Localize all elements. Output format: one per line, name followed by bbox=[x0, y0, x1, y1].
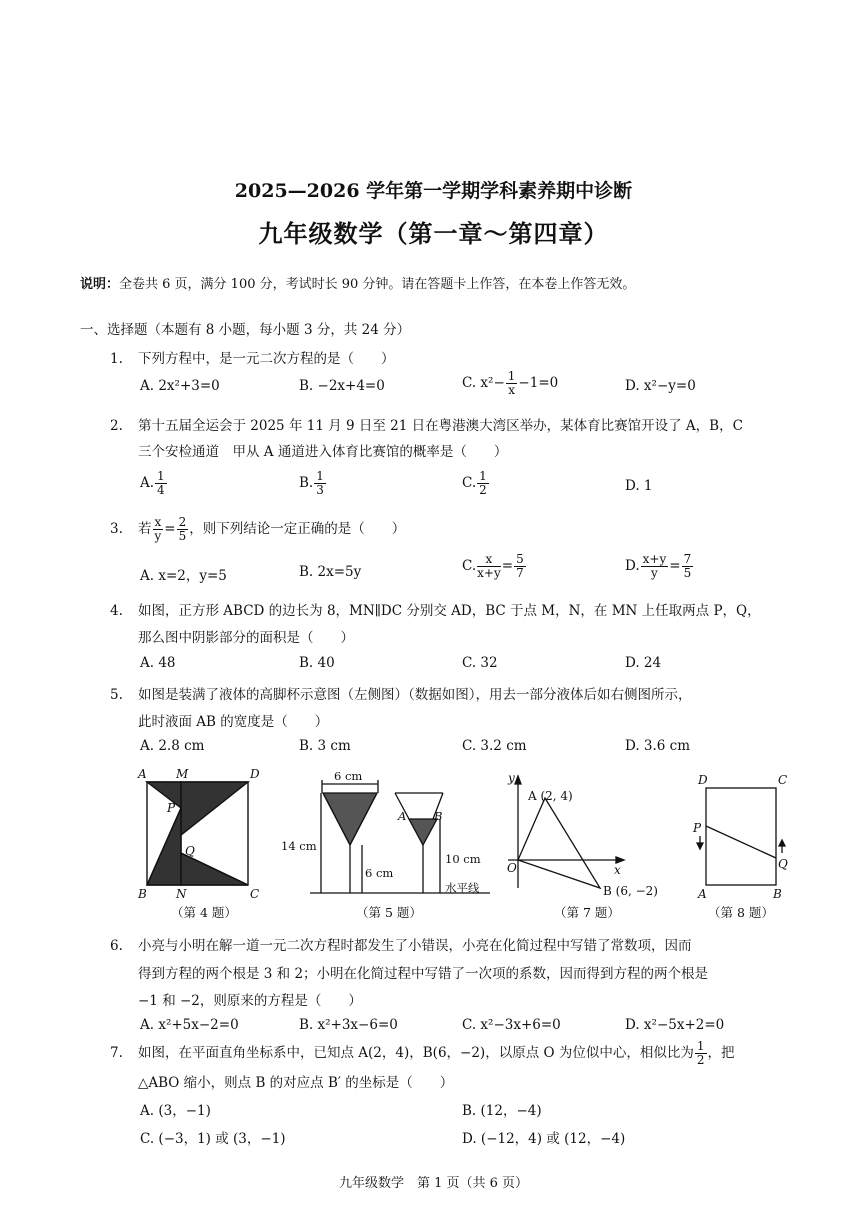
denominator: 7 bbox=[516, 566, 524, 580]
q7-option-a: A. (3，−1) bbox=[140, 1103, 211, 1119]
section-heading: 一、选择题（本题有 8 小题，每小题 3 分，共 24 分） bbox=[80, 322, 411, 338]
fraction bbox=[641, 553, 669, 580]
y-axis-arrow bbox=[515, 776, 521, 784]
figure-4 bbox=[147, 782, 248, 885]
question-number: 3. bbox=[110, 521, 123, 537]
page-footer: 九年级数学 第 1 页（共 6 页） bbox=[338, 1176, 529, 1191]
denominator: 3 bbox=[316, 483, 324, 497]
option-letter: A. bbox=[140, 475, 155, 491]
numerator: x bbox=[477, 553, 501, 567]
fraction bbox=[477, 470, 489, 497]
question-6-line2: 得到方程的两个根是 3 和 2；小明在化简过程中写错了一次项的系数，因而得到方程的两个根是 bbox=[138, 966, 709, 982]
numerator: 1 bbox=[479, 469, 487, 483]
question-6-stem bbox=[110, 934, 692, 954]
q3-option-b: B. 2x=5y bbox=[299, 564, 362, 580]
q7-option-d: D. (−12，4) 或 (12，−4) bbox=[462, 1131, 626, 1147]
equals-sign: = bbox=[669, 558, 681, 574]
numerator: x+y bbox=[642, 552, 667, 566]
note-label: 说明： bbox=[80, 277, 120, 292]
q7-option-c: C. (−3，1) 或 (3，−1) bbox=[140, 1131, 286, 1147]
question-number: 5. bbox=[110, 687, 123, 703]
q5-option-b: B. 3 cm bbox=[299, 738, 351, 754]
label-a: A bbox=[138, 767, 147, 781]
q3-option-a: A. x=2，y=5 bbox=[140, 568, 227, 584]
question-7-line2: △ABO 缩小，则点 B 的对应点 B′ 的坐标是（ ） bbox=[138, 1075, 454, 1091]
q2-option-a bbox=[140, 470, 168, 497]
denominator: x bbox=[508, 383, 515, 397]
label-b: B bbox=[138, 887, 147, 901]
q6-option-b: B. x²+3x−6=0 bbox=[299, 1017, 398, 1033]
segment-pq bbox=[706, 826, 776, 858]
question-text: 下列方程中，是一元二次方程的是（ ） bbox=[138, 351, 395, 367]
label-a: A bbox=[398, 809, 407, 823]
option-letter: D. bbox=[625, 558, 640, 574]
equals-sign: = bbox=[164, 521, 176, 537]
q6-option-c: C. x²−3x+6=0 bbox=[462, 1017, 561, 1033]
denominator: 4 bbox=[157, 483, 165, 497]
figure-4-caption: （第 4 题） bbox=[171, 905, 237, 920]
q4-option-c: C. 32 bbox=[462, 655, 498, 671]
question-text: 如图，在平面直角坐标系中，已知点 A(2，4)，B(6，−2)，以原点 O 为位似中心，相似比为 bbox=[138, 1045, 694, 1061]
label-point-a: A (2, 4) bbox=[528, 789, 573, 803]
label-q: Q bbox=[185, 844, 195, 858]
question-text: 如图，正方形 ABCD 的边长为 8，MN∥DC 分别交 AD，BC 于点 M，N，在 MN 上任取两点 P，Q， bbox=[138, 603, 761, 619]
question-5-stem bbox=[110, 683, 692, 703]
label-n: N bbox=[176, 887, 187, 901]
label-y: y bbox=[508, 771, 515, 785]
label-b: B bbox=[773, 887, 782, 901]
q5-option-a: A. 2.8 cm bbox=[140, 738, 205, 754]
label-a: A bbox=[698, 887, 707, 901]
denominator: 5 bbox=[683, 566, 692, 580]
fraction bbox=[155, 470, 167, 497]
fraction bbox=[177, 516, 189, 543]
denominator: y bbox=[154, 529, 162, 543]
equals-sign: = bbox=[501, 558, 514, 574]
numerator: x bbox=[154, 515, 162, 529]
q4-option-b: B. 40 bbox=[299, 655, 335, 671]
fraction bbox=[477, 553, 501, 580]
q4-option-a: A. 48 bbox=[140, 655, 176, 671]
question-text: 小亮与小明在解一道一元二次方程时都发生了小错误，小亮在化简过程中写错了常数项，因而 bbox=[138, 938, 692, 954]
fraction bbox=[506, 370, 518, 397]
rectangle-abcd bbox=[706, 788, 776, 885]
exam-instructions bbox=[80, 273, 635, 292]
option-text: C. x²− bbox=[462, 375, 505, 391]
exam-title: 2025—2026 学年第一学期学科素养期中诊断 bbox=[234, 180, 633, 202]
figure-5-caption: （第 5 题） bbox=[356, 905, 422, 920]
q1-option-d: D. x²−y=0 bbox=[625, 378, 696, 394]
denominator: 5 bbox=[178, 529, 187, 543]
figure-8-caption: （第 8 题） bbox=[708, 905, 774, 920]
numerator: 1 bbox=[316, 469, 324, 483]
question-text: 第十五届全运会于 2025 年 11 月 9 日至 21 日在粤港澳大湾区举办，某体育比赛馆开设了 A，B，C bbox=[138, 418, 743, 434]
question-number: 4. bbox=[110, 603, 123, 619]
figures-row bbox=[0, 760, 867, 930]
q3-option-c bbox=[462, 553, 527, 580]
q6-option-d: D. x²−5x+2=0 bbox=[625, 1017, 725, 1033]
label-c: C bbox=[778, 773, 788, 787]
option-letter: C. bbox=[462, 475, 477, 491]
question-1-stem bbox=[110, 347, 395, 367]
fraction bbox=[153, 516, 164, 543]
question-3-stem bbox=[110, 516, 405, 543]
fraction bbox=[682, 553, 694, 580]
numerator: 1 bbox=[157, 469, 165, 483]
question-7-stem bbox=[110, 1040, 735, 1067]
label-ground: 水平线 bbox=[445, 881, 480, 895]
note-text: 全卷共 6 页，满分 100 分，考试时长 90 分钟。请在答题卡上作答，在本卷上作答无效。 bbox=[119, 277, 636, 292]
q2-option-b bbox=[299, 470, 327, 497]
question-text: ，则下列结论一定正确的是（ ） bbox=[189, 521, 406, 537]
denominator: x+y bbox=[477, 566, 501, 580]
q5-option-d: D. 3.6 cm bbox=[625, 738, 691, 754]
fraction bbox=[314, 470, 326, 497]
question-4-stem bbox=[110, 599, 761, 619]
arrow-head bbox=[697, 843, 703, 849]
q4-option-d: D. 24 bbox=[625, 655, 662, 671]
shaded-region bbox=[147, 782, 181, 808]
triangle-abo bbox=[518, 798, 600, 888]
numerator: 1 bbox=[696, 1039, 705, 1053]
label-q: Q bbox=[778, 857, 788, 871]
option-text: −1=0 bbox=[518, 375, 559, 391]
question-5-line2: 此时液面 AB 的宽度是（ ） bbox=[138, 714, 329, 730]
question-2-line2: 三个安检通道 甲从 A 通道进入体育比赛馆的概率是（ ） bbox=[138, 444, 508, 460]
q2-option-c bbox=[462, 470, 490, 497]
label-p: P bbox=[693, 821, 702, 835]
exam-subtitle: 九年级数学（第一章～第四章） bbox=[258, 219, 609, 248]
q7-option-b: B. (12，−4) bbox=[462, 1103, 542, 1119]
q2-option-d: D. 1 bbox=[625, 478, 653, 494]
question-6-line3: −1 和 −2，则原来的方程是（ ） bbox=[138, 993, 362, 1009]
label-c: C bbox=[250, 887, 260, 901]
q5-option-c: C. 3.2 cm bbox=[462, 738, 527, 754]
arrow-head bbox=[779, 840, 785, 846]
fraction bbox=[695, 1040, 707, 1067]
label-d: D bbox=[698, 773, 708, 787]
denominator: 2 bbox=[696, 1053, 705, 1067]
denominator: 2 bbox=[479, 483, 487, 497]
shaded-region bbox=[181, 782, 248, 835]
q1-option-a: A. 2x²+3=0 bbox=[140, 378, 220, 394]
question-text: ，把 bbox=[707, 1045, 735, 1061]
label-height-6: 6 cm bbox=[365, 866, 394, 880]
figure-5 bbox=[310, 780, 490, 893]
label-height-14: 14 cm bbox=[281, 839, 317, 853]
full-glass-liquid bbox=[323, 793, 377, 845]
question-2-stem bbox=[110, 414, 743, 434]
label-top-width: 6 cm bbox=[334, 769, 363, 783]
question-text: 如图是装满了液体的高脚杯示意图（左侧图）（数据如图），用去一部分液体后如右侧图所示， bbox=[138, 687, 692, 703]
numerator: 7 bbox=[683, 552, 692, 566]
denominator: y bbox=[651, 566, 658, 580]
question-number: 1. bbox=[110, 351, 123, 367]
q3-option-d bbox=[625, 553, 694, 580]
q1-option-c bbox=[462, 370, 558, 397]
label-o: O bbox=[507, 861, 517, 875]
remaining-liquid bbox=[409, 819, 437, 845]
figure-8 bbox=[697, 788, 785, 885]
label-point-b: B (6, −2) bbox=[603, 884, 658, 898]
fraction bbox=[514, 553, 526, 580]
numerator: 2 bbox=[178, 515, 187, 529]
question-4-line2: 那么图中阴影部分的面积是（ ） bbox=[138, 630, 354, 646]
label-p: P bbox=[167, 801, 176, 815]
question-number: 6. bbox=[110, 938, 123, 954]
question-text: 若 bbox=[138, 521, 152, 537]
option-letter: B. bbox=[299, 475, 314, 491]
label-m: M bbox=[176, 767, 189, 781]
numerator: 1 bbox=[507, 369, 516, 383]
label-height-10: 10 cm bbox=[445, 852, 481, 866]
q6-option-a: A. x²+5x−2=0 bbox=[140, 1017, 239, 1033]
label-d: D bbox=[250, 767, 260, 781]
figure-7-caption: （第 7 题） bbox=[554, 905, 620, 920]
option-letter: C. bbox=[462, 558, 477, 574]
numerator: 5 bbox=[516, 552, 524, 566]
question-number: 2. bbox=[110, 418, 123, 434]
label-x: x bbox=[614, 863, 621, 877]
question-number: 7. bbox=[110, 1045, 123, 1061]
q1-option-b: B. −2x+4=0 bbox=[299, 378, 385, 394]
label-b: B bbox=[434, 809, 443, 823]
